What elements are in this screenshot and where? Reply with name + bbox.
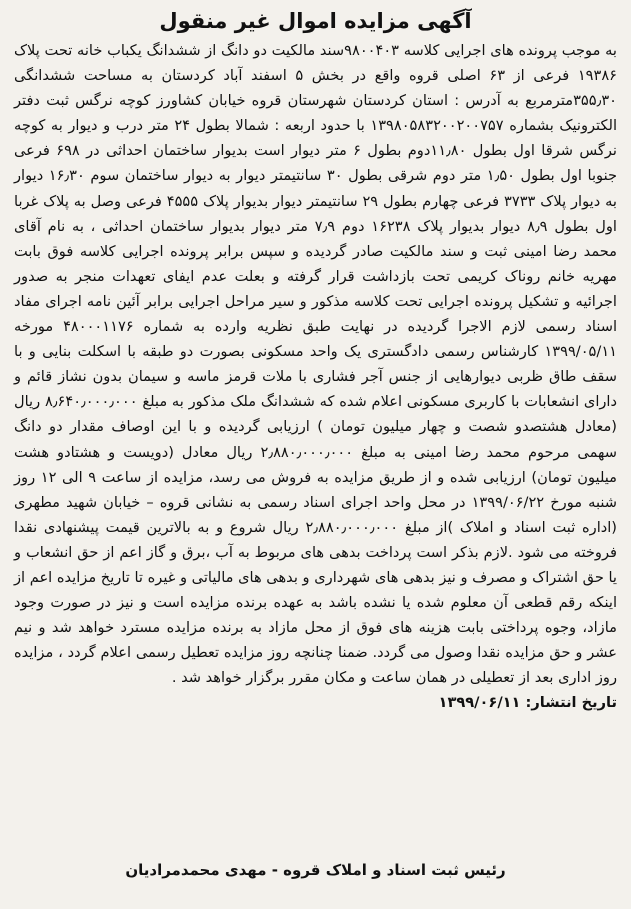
notice-body-text: به موجب پرونده های اجرایی کلاسه ۹۸۰۰۴۰۳سند مالکیت دو دانگ از ششدانگ یکباب خانه تحت پلاک ۱۹۳۸۶ فرعی از ۶۳ اصلی قروه واقع در بخش ۵ اسفند آباد کردستان به مساحت ششدانگی ۳۵۵٫۳۰مترمربع به آدرس : استان کردستان شهرستان قروه خیابان کشاورز کوچه نرگس ثبت دفتر الکترونیک بشماره ۱۳۹۸۰۵۸۳۲۰۰۲۰۰۷۵۷ با حدود اربعه : شمالا بطول ۲۴ متر درب و دیوار به کوچه نرگس شرقا اول بطول ۱۱٫۸۰دوم بطول ۶ متر دیوار است بدیوار ساختمان احداثی در ۶۹۸ فرعی جنوبا اول بطول ۱٫۵۰ متر دوم شرقی بطول ۳۰ سانتیمتر دیوار به دیوار ساختمان سوم ۱۶٫۳۰ دیوار به دیوار پلاک ۳۷۳۳ فرعی چهارم بطول ۲۹ سانتیمتر دیوار بدیوار پلاک ۴۵۵۵ فرعی وصل به پلاک غربا اول بطول ۸٫۹ دیوار بدیوار پلاک ۱۶۲۳۸ دوم ۷٫۹ متر دیوار بدیوار ساختمان احداثی ، به نام آقای محمد رضا امینی ثبت و سند مالکیت صادر گردیده و سپس برابر پرونده اجرایی کلاسه فوق بابت مهریه خانم روناک کریمی تحت بازداشت قرار گرفته و بعلت عدم ایفای تعهدات منجر به صدور اجرائیه و تشکیل پرونده اجرایی تحت کلاسه مذکور و سیر مراحل اجرایی برابر آئین نامه اجرای مفاد اسناد رسمی لازم الاجرا گردیده در نهایت طبق نظریه وارده به شماره ۴۸۰۰۰۱۱۷۶ مورخه ۱۳۹۹/۰۵/۱۱ کارشناس رسمی دادگستری یک واحد مسکونی بصورت دو طبقه با اسکلت بنایی و با سقف طاق ظربی دیوارهایی از جنس آجر فشاری با ملات قرمز ماسه و سیمان بدون نشاز قائم و دارای انشعابات با کاربری مسکونی اعلام شده که ششدانگ ملک مذکور به مبلغ ۸٫۶۴۰٫۰۰۰٫۰۰۰ ریال (معادل هشتصدو شصت و چهار میلیون تومان ) ارزیابی گردیده و با این اوصاف مقدار دو دانگ سهمی مرحوم محمد رضا امینی به مبلغ ۲٫۸۸۰٫۰۰۰٫۰۰۰ ریال معادل (دویست و هشتادو هشت میلیون تومان) ارزیابی شده و از طریق مزایده به فروش می رسد، مزایده از ساعت ۹ الی ۱۲ روز شنبه مورخ ۱۳۹۹/۰۶/۲۲ در محل واحد اجرای اسناد رسمی به نشانی قروه – خیابان شهید مطهری (اداره ثبت اسناد و املاک )از مبلغ ۲٫۸۸۰٫۰۰۰٫۰۰۰ ریال شروع و به بالاترین قیمت پیشنهادی نقدا فروخته می شود .لازم بذکر است پرداخت بدهی های مربوط به آب ،برق و گاز اعم از حق انشعاب و یا حق اشتراک و مصرف و نیز بدهی های شهرداری و بدهی های مالیاتی و غیره تا تاریخ مزایده اعم از اینکه رقم قطعی آن معلوم شده یا نشده باشد به عهده برنده مزایده است و نیز در صورت وجود مازاد، وجوه پرداختی بابت هزینه های فوق از محل مازاد به برنده مزایده مسترد خواهد شد و نیم عشر و حق مزایده نقدا وصول می گردد. ضمنا چنانچه روز مزایده تعطیل رسمی اعلام گردد ، مزایده روز اداری بعد از تعطیلی در همان ساعت و مکان مقرر برگزار خواهد شد . (14, 42, 618, 687)
notice-signature: رئیس ثبت اسناد و املاک قروه - مهدی محمدمرادیان (125, 861, 506, 879)
notice-body (14, 38, 617, 716)
publish-date: تاریخ انتشار: ۱۳۹۹/۰۶/۱۱ (438, 694, 617, 712)
notice-title: آگهی مزایده اموال غیر منقول (159, 9, 472, 33)
